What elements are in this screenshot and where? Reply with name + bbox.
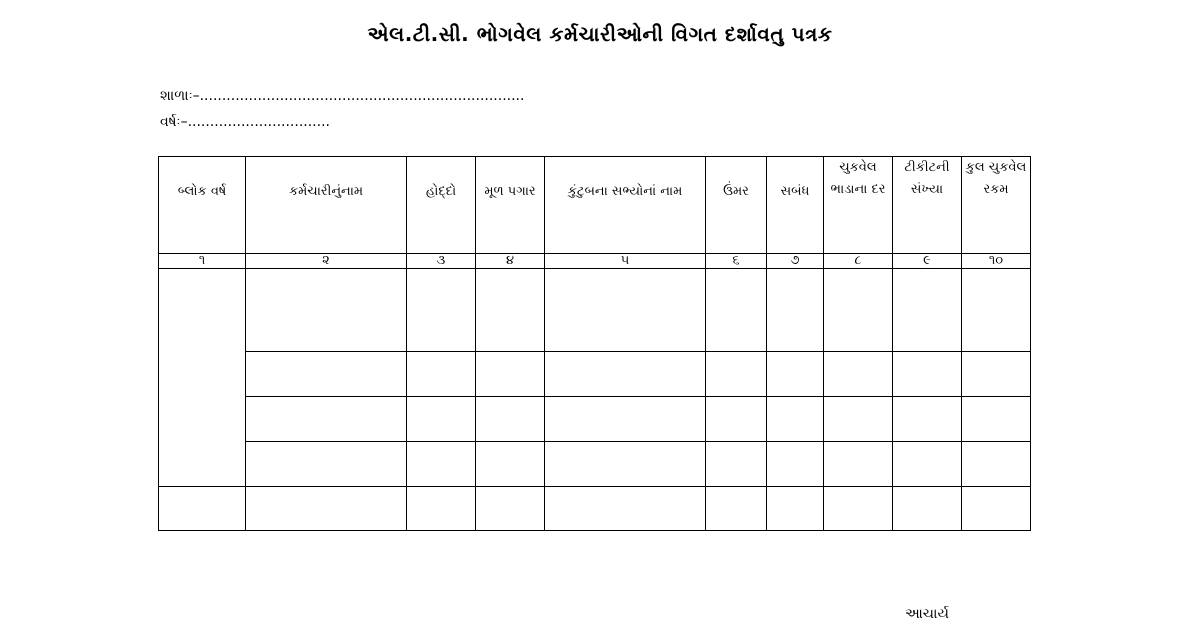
table-cell [407, 352, 476, 397]
table-cell [767, 487, 824, 531]
school-field: શાળાઃ–......................................................................... [160, 88, 525, 104]
header-designation: હોદ્દો [407, 157, 476, 254]
header-block-year: બ્લોક વર્ષ [159, 157, 246, 254]
table-cell [893, 269, 962, 352]
table-cell [545, 397, 706, 442]
table-cell [893, 397, 962, 442]
table-cell [893, 442, 962, 487]
table-cell [824, 487, 893, 531]
table-cell [407, 269, 476, 352]
year-field: વર્ષઃ–................................ [160, 114, 330, 130]
header-family-members: કુંટુબના સભ્યોનાં નામ [545, 157, 706, 254]
table-row [159, 442, 1031, 487]
header-basic-pay: મૂળ પગાર [476, 157, 545, 254]
table-cell [893, 487, 962, 531]
table-row [159, 269, 1031, 352]
column-number: ૮ [824, 254, 893, 269]
table-cell [706, 397, 767, 442]
table-cell [476, 397, 545, 442]
column-number: ૭ [767, 254, 824, 269]
table-cell [246, 269, 407, 352]
table-cell [962, 487, 1031, 531]
table-cell [962, 442, 1031, 487]
table-row [159, 397, 1031, 442]
ltc-table [158, 156, 1031, 531]
table-cell [246, 352, 407, 397]
column-number: ૪ [476, 254, 545, 269]
table-cell [767, 397, 824, 442]
column-number: ૧૦ [962, 254, 1031, 269]
table-cell [545, 269, 706, 352]
table-cell [893, 352, 962, 397]
header-fare-rate: ચુકવેલ ભાડાના દર [824, 157, 893, 254]
table-cell [962, 352, 1031, 397]
table-row [159, 352, 1031, 397]
table-cell [767, 269, 824, 352]
table-cell [767, 442, 824, 487]
header-employee-name: કર્મચારીનુંનામ [246, 157, 407, 254]
table-cell [706, 352, 767, 397]
table-cell [476, 269, 545, 352]
header-row [159, 157, 1031, 254]
table-cell [767, 352, 824, 397]
table-cell [824, 269, 893, 352]
header-age: ઉંમર [706, 157, 767, 254]
column-number: ૯ [893, 254, 962, 269]
table-cell [706, 442, 767, 487]
principal-signature-label: આચાર્ય [905, 606, 949, 622]
table-cell [159, 269, 246, 487]
page-title: એલ.ટી.સી. ભોગવેલ કર્મચારીઓની વિગત દર્શાવતુ પત્રક [367, 22, 833, 46]
table-cell [962, 269, 1031, 352]
column-number: ૧ [159, 254, 246, 269]
table-cell [545, 442, 706, 487]
table-cell [246, 487, 407, 531]
table-cell [407, 487, 476, 531]
table-cell [246, 397, 407, 442]
table-row [159, 487, 1031, 531]
table-cell [824, 442, 893, 487]
header-relation: સબંધ [767, 157, 824, 254]
column-number: ૩ [407, 254, 476, 269]
table-cell [962, 397, 1031, 442]
header-ticket-count: ટીકીટની સંખ્યા [893, 157, 962, 254]
column-number: ૨ [246, 254, 407, 269]
table-cell [407, 397, 476, 442]
table-cell [476, 352, 545, 397]
table-cell [706, 269, 767, 352]
table-cell [545, 487, 706, 531]
column-number: ૬ [706, 254, 767, 269]
table-cell [407, 442, 476, 487]
table-cell [545, 352, 706, 397]
column-number-row [159, 254, 1031, 269]
table-cell [706, 487, 767, 531]
table-cell [476, 487, 545, 531]
header-total-amount: કુલ ચુકવેલ રકમ [962, 157, 1031, 254]
table-cell [159, 487, 246, 531]
table-cell [824, 397, 893, 442]
table-cell [246, 442, 407, 487]
table-cell [476, 442, 545, 487]
column-number: ૫ [545, 254, 706, 269]
table-cell [824, 352, 893, 397]
